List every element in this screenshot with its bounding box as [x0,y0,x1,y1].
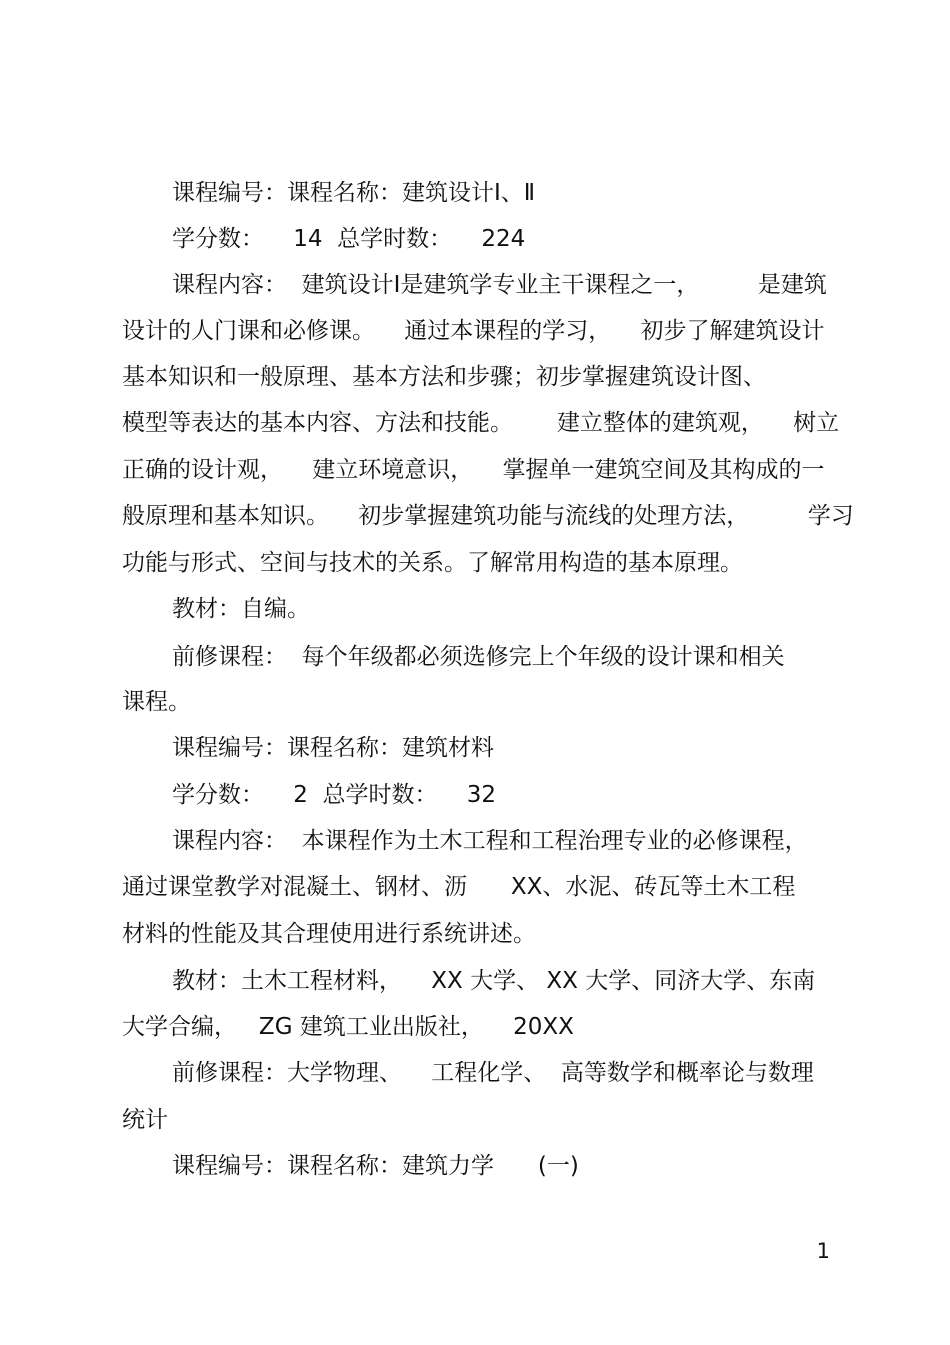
prerequisite-line: 课程。 [122,689,191,715]
prerequisite-line: 前修课程： 每个年级都必须选修完上个年级的设计课和相关 [172,644,785,670]
course-content-line: 功能与形式、空间与技术的关系。了解常用构造的基本原理。 [122,550,743,576]
course-code-name-line: 课程编号：课程名称：建筑力学 (一) [172,1153,579,1179]
course-content-line: 模型等表达的基本内容、方法和技能。 建立整体的建筑观， 树立 [122,410,840,436]
course-content-line: 材料的性能及其合理使用进行系统讲述。 [122,921,536,947]
textbook-line: 教材：自编。 [172,596,310,622]
textbook-line: 教材：土木工程材料， XX 大学、 XX 大学、同济大学、东南 [172,968,816,994]
course-content-line: 课程内容： 本课程作为土木工程和工程治理专业的必修课程， [172,828,808,854]
course-code-name-line: 课程编号：课程名称：建筑设计Ⅰ、Ⅱ [172,180,536,206]
course-content-line: 课程内容： 建筑设计Ⅰ是建筑学专业主干课程之一， 是建筑 [172,272,827,298]
course-content-line: 正确的设计观， 建立环境意识， 掌握单一建筑空间及其构成的一 [122,457,825,483]
course-code-name-line: 课程编号：课程名称：建筑材料 [172,735,494,761]
course-content-line: 般原理和基本知识。 初步掌握建筑功能与流线的处理方法， 学习 [122,503,854,529]
course-content-line: 基本知识和一般原理、基本方法和步骤；初步掌握建筑设计图、 [122,364,766,390]
course-content-line: 通过课堂教学对混凝土、钢材、沥 XX、水泥、砖瓦等土木工程 [122,874,796,900]
page-number: 1 [816,1239,830,1263]
prerequisite-line: 统计 [122,1107,168,1133]
credits-hours-line: 学分数： 14 总学时数： 224 [172,226,526,252]
course-content-line: 设计的人门课和必修课。 通过本课程的学习， 初步了解建筑设计 [122,318,825,344]
prerequisite-line: 前修课程：大学物理、 工程化学、 高等数学和概率论与数理 [172,1060,814,1086]
credits-hours-line: 学分数： 2 总学时数： 32 [172,782,497,808]
textbook-line: 大学合编， ZG 建筑工业出版社， 20XX [122,1014,574,1040]
